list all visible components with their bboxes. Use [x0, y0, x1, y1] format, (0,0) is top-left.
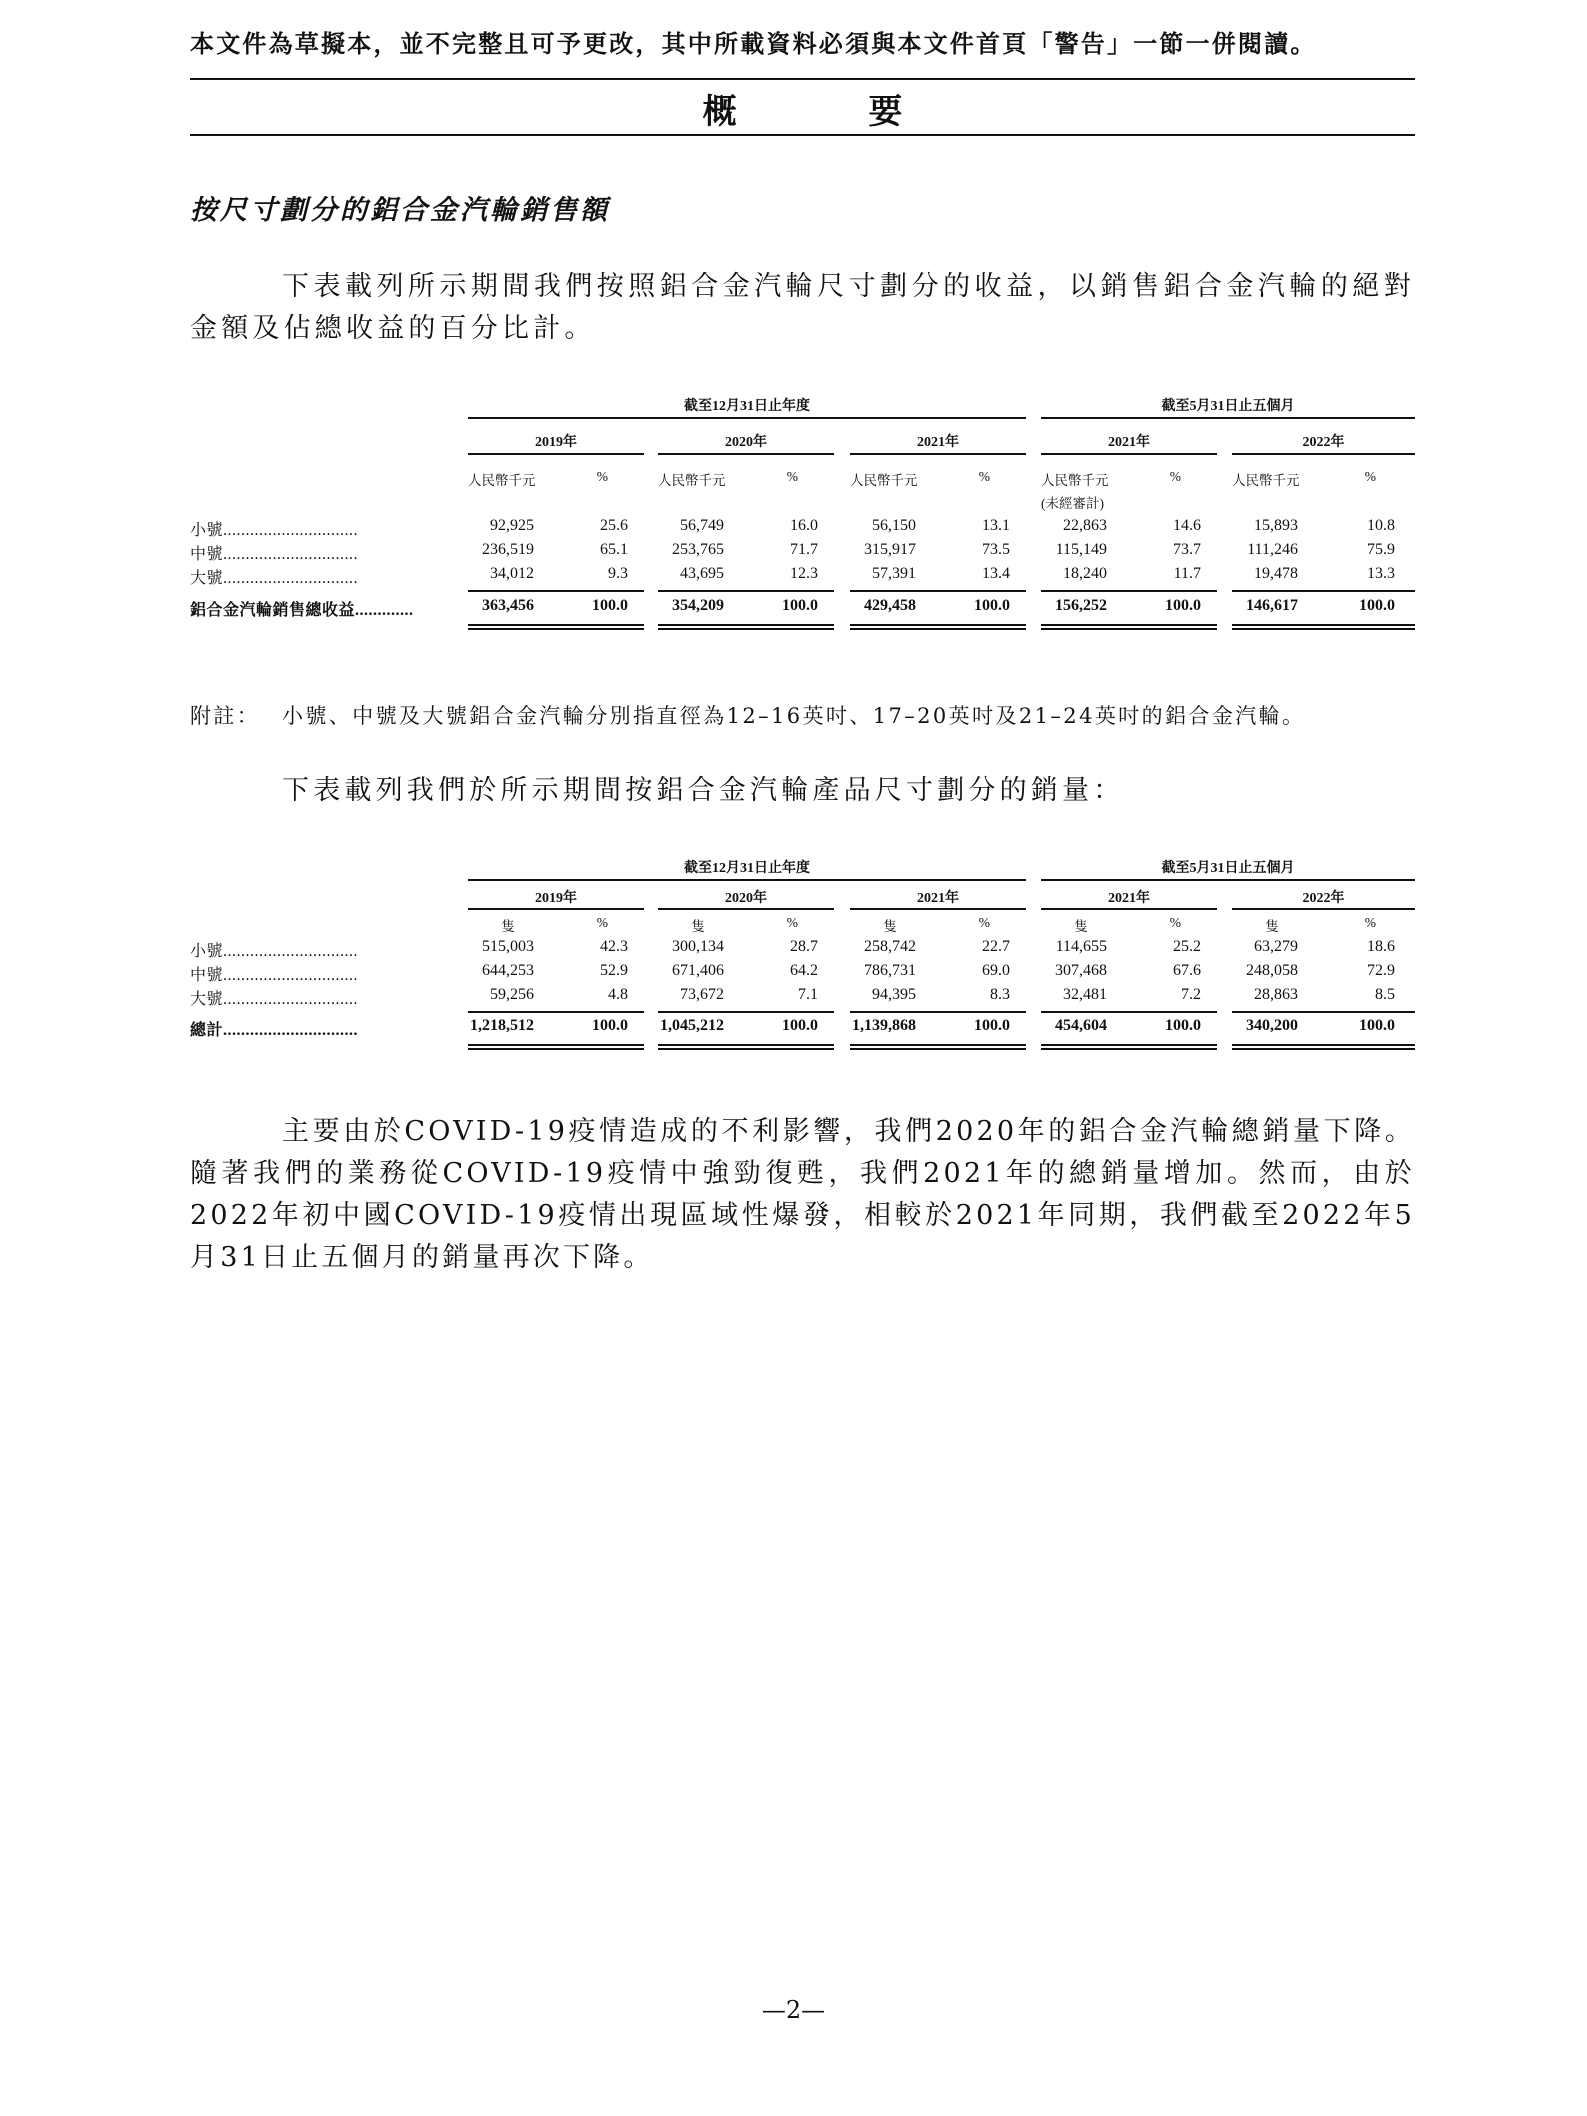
row-label: 大號..............................: [190, 570, 359, 587]
total-rule: [658, 1048, 834, 1050]
cell: 63,279: [1254, 938, 1298, 955]
unit-pct: %: [1169, 915, 1181, 930]
cell: 34,012: [490, 565, 534, 582]
table-row: [190, 986, 1415, 1010]
year-rule: [1232, 908, 1415, 910]
year-rule: [1041, 453, 1217, 455]
closing-paragraph: 主要由於COVID-19疫情造成的不利影響，我們2020年的鋁合金汽輪總銷量下降。隨著我們的業務從COVID-19疫情中強勁復甦，我們2021年的總銷量增加。然而，由於2022年初中國COVID-19疫情出現區域性爆發，相較於2021年同期，我們截至2022年5月31日止五個月的銷量再次下降。: [190, 1116, 1415, 1273]
cell: 13.1: [982, 517, 1010, 534]
unit-pct: %: [1169, 469, 1181, 484]
cell: 258,742: [864, 938, 916, 955]
cell: 8.5: [1375, 986, 1395, 1003]
cell: 300,134: [672, 938, 724, 955]
subtotal-rule: [1232, 590, 1415, 592]
cell: 73.7: [1173, 541, 1201, 558]
cell: 1,045,212: [660, 1017, 724, 1034]
cell: 786,731: [864, 962, 916, 979]
cell: 307,468: [1055, 962, 1107, 979]
group-header-5m: 截至5月31日止五個月: [1161, 399, 1295, 414]
cell: 10.8: [1367, 517, 1395, 534]
total-rule: [468, 628, 644, 630]
cell: 64.2: [790, 962, 818, 979]
cell: 100.0: [974, 1017, 1010, 1034]
year-rule: [1232, 453, 1415, 455]
cell: 114,655: [1055, 938, 1107, 955]
volume-intro-paragraph: 下表載列我們於所示期間按鋁合金汽輪產品尺寸劃分的銷量：: [282, 775, 1125, 806]
note-text: 小號、中號及大號鋁合金汽輪分別指直徑為12–16英吋、17–20英吋及21–24英吋的鋁合金汽輪。: [282, 704, 1306, 728]
table-row-total: [190, 597, 1415, 621]
cell: 52.9: [600, 962, 628, 979]
cell: 253,765: [672, 541, 724, 558]
cell: 111,246: [1247, 541, 1298, 558]
cell: 100.0: [592, 597, 628, 614]
unit-pct: %: [1364, 915, 1376, 930]
cell: 19,478: [1254, 565, 1298, 582]
cell: 56,150: [872, 517, 916, 534]
cell: 14.6: [1173, 517, 1201, 534]
year-header-2021: 2021年: [917, 891, 959, 906]
cell: 13.4: [982, 565, 1010, 582]
unit-pct: %: [786, 469, 798, 484]
total-rule: [1041, 1048, 1217, 1050]
section-heading: 按尺寸劃分的鋁合金汽輪銷售額: [190, 195, 610, 226]
year-header-2022-5m: 2022年: [1302, 435, 1345, 450]
cell: 100.0: [974, 597, 1010, 614]
table-row-total: [190, 1017, 1415, 1041]
unit-amount: 人民幣千元: [468, 473, 536, 488]
year-rule: [468, 908, 644, 910]
unit-pct: %: [978, 469, 990, 484]
year-header-2022-5m: 2022年: [1302, 891, 1345, 906]
total-rule: [1232, 1048, 1415, 1050]
total-rule: [1041, 1044, 1217, 1046]
unit-pct: %: [978, 915, 990, 930]
total-rule: [468, 1048, 644, 1050]
cell: 100.0: [1165, 1017, 1201, 1034]
cell: 4.8: [608, 986, 628, 1003]
total-rule: [850, 624, 1026, 626]
subtotal-rule: [1041, 590, 1217, 592]
cell: 69.0: [982, 962, 1010, 979]
year-rule: [468, 453, 644, 455]
cell: 18.6: [1367, 938, 1395, 955]
cell: 644,253: [482, 962, 534, 979]
subtotal-rule: [658, 1011, 834, 1013]
cell: 56,749: [680, 517, 724, 534]
row-label: 小號..............................: [190, 522, 359, 539]
year-header-2021: 2021年: [917, 435, 959, 450]
cell: 100.0: [782, 597, 818, 614]
header-rule-top: [190, 78, 1415, 80]
unit-amount: 人民幣千元: [1041, 473, 1109, 488]
cell: 12.3: [790, 565, 818, 582]
cell: 429,458: [864, 597, 916, 614]
cell: 18,240: [1063, 565, 1107, 582]
cell: 94,395: [872, 986, 916, 1003]
cell: 16.0: [790, 517, 818, 534]
cell: 156,252: [1055, 597, 1107, 614]
page-number: —2—: [761, 1996, 826, 2024]
cell: 65.1: [600, 541, 628, 558]
table-row: [190, 565, 1415, 589]
subtotal-rule: [468, 590, 644, 592]
subtotal-rule: [658, 590, 834, 592]
cell: 8.3: [990, 986, 1010, 1003]
table-row: [190, 938, 1415, 962]
cell: 71.7: [790, 541, 818, 558]
group-header-fy: 截至12月31日止年度: [684, 399, 810, 414]
cell: 236,519: [482, 541, 534, 558]
cell: 1,218,512: [470, 1017, 534, 1034]
year-header-2020: 2020年: [725, 891, 767, 906]
cell: 72.9: [1367, 962, 1395, 979]
total-rule: [658, 628, 834, 630]
header-rule-bottom: [190, 134, 1415, 136]
unit-amount: 隻: [1074, 919, 1088, 934]
group-rule-5m: [1041, 879, 1415, 881]
cell: 115,149: [1055, 541, 1107, 558]
subtotal-rule: [850, 590, 1026, 592]
cell: 100.0: [592, 1017, 628, 1034]
page-title: 概 要: [702, 92, 963, 132]
subtotal-rule: [468, 1011, 644, 1013]
total-rule: [1232, 1044, 1415, 1046]
cell: 75.9: [1367, 541, 1395, 558]
cell: 100.0: [782, 1017, 818, 1034]
row-label: 大號..............................: [190, 991, 359, 1008]
cell: 100.0: [1165, 597, 1201, 614]
cell: 340,200: [1246, 1017, 1298, 1034]
table-row: [190, 962, 1415, 986]
cell: 22,863: [1063, 517, 1107, 534]
unit-pct: %: [596, 915, 608, 930]
cell: 671,406: [672, 962, 724, 979]
unit-amount: 隻: [501, 919, 515, 934]
unit-pct: %: [596, 469, 608, 484]
cell: 9.3: [608, 565, 628, 582]
unit-amount: 隻: [691, 919, 705, 934]
unit-pct: %: [1364, 469, 1376, 484]
unit-amount: 隻: [1265, 919, 1279, 934]
cell: 73.5: [982, 541, 1010, 558]
cell: 7.1: [798, 986, 818, 1003]
year-header-2019: 2019年: [535, 891, 577, 906]
total-rule: [1041, 624, 1217, 626]
cell: 43,695: [680, 565, 724, 582]
row-label: 中號..............................: [190, 546, 359, 563]
total-rule: [850, 628, 1026, 630]
group-rule-5m: [1041, 417, 1415, 419]
cell: 363,456: [482, 597, 534, 614]
total-rule: [850, 1048, 1026, 1050]
cell: 59,256: [490, 986, 534, 1003]
cell: 28.7: [790, 938, 818, 955]
year-header-2019: 2019年: [535, 435, 577, 450]
group-rule-fy: [468, 417, 1026, 419]
cell: 67.6: [1173, 962, 1201, 979]
cell: 57,391: [872, 565, 916, 582]
unaudited-note: (未經審計): [1041, 496, 1104, 511]
draft-warning: 本文件為草擬本，並不完整且可予更改，其中所載資料必須與本文件首頁「警告」一節一併閱讀。: [190, 29, 1317, 58]
total-rule: [468, 624, 644, 626]
cell: 454,604: [1055, 1017, 1107, 1034]
row-label: 中號..............................: [190, 967, 359, 984]
cell: 25.6: [600, 517, 628, 534]
cell: 11.7: [1173, 565, 1201, 582]
cell: 28,863: [1254, 986, 1298, 1003]
cell: 32,481: [1063, 986, 1107, 1003]
subtotal-rule: [1041, 1011, 1217, 1013]
unit-amount: 人民幣千元: [1232, 473, 1300, 488]
intro-paragraph: 下表載列所示期間我們按照鋁合金汽輪尺寸劃分的收益，以銷售鋁合金汽輪的絕對金額及佔總收益的百分比計。: [190, 271, 1415, 344]
total-rule: [1041, 628, 1217, 630]
year-rule: [658, 453, 834, 455]
cell: 15,893: [1254, 517, 1298, 534]
group-header-5m: 截至5月31日止五個月: [1161, 861, 1295, 876]
cell: 100.0: [1359, 1017, 1395, 1034]
total-rule: [658, 624, 834, 626]
unit-amount: 人民幣千元: [658, 473, 726, 488]
year-header-2020: 2020年: [725, 435, 767, 450]
unit-amount: 人民幣千元: [850, 473, 918, 488]
cell: 13.3: [1367, 565, 1395, 582]
row-label: 鋁合金汽輪銷售總收益.............: [190, 602, 414, 619]
cell: 248,058: [1246, 962, 1298, 979]
row-label: 總計..............................: [190, 1022, 359, 1039]
unit-pct: %: [786, 915, 798, 930]
row-label: 小號..............................: [190, 943, 359, 960]
cell: 100.0: [1359, 597, 1395, 614]
cell: 22.7: [982, 938, 1010, 955]
table-row: [190, 541, 1415, 565]
total-rule: [1232, 628, 1415, 630]
cell: 146,617: [1246, 597, 1298, 614]
unit-amount: 隻: [883, 919, 897, 934]
cell: 515,003: [482, 938, 534, 955]
year-rule: [658, 908, 834, 910]
cell: 7.2: [1181, 986, 1201, 1003]
year-header-2021-5m: 2021年: [1108, 891, 1150, 906]
year-rule: [850, 908, 1026, 910]
table-row: [190, 517, 1415, 541]
cell: 73,672: [680, 986, 724, 1003]
cell: 42.3: [600, 938, 628, 955]
total-rule: [1232, 624, 1415, 626]
revenue-table: [190, 387, 1415, 637]
cell: 25.2: [1173, 938, 1201, 955]
table-note: [190, 700, 1305, 730]
year-header-2021-5m: 2021年: [1108, 435, 1150, 450]
year-rule: [850, 453, 1026, 455]
total-rule: [468, 1044, 644, 1046]
note-label: 附註：: [190, 704, 261, 728]
total-rule: [658, 1044, 834, 1046]
year-rule: [1041, 908, 1217, 910]
subtotal-rule: [1232, 1011, 1415, 1013]
group-header-fy: 截至12月31日止年度: [684, 861, 810, 876]
volume-table: [190, 851, 1415, 1051]
cell: 1,139,868: [852, 1017, 916, 1034]
cell: 92,925: [490, 517, 534, 534]
total-rule: [850, 1044, 1026, 1046]
group-rule-fy: [468, 879, 1026, 881]
cell: 354,209: [672, 597, 724, 614]
subtotal-rule: [850, 1011, 1026, 1013]
cell: 315,917: [864, 541, 916, 558]
